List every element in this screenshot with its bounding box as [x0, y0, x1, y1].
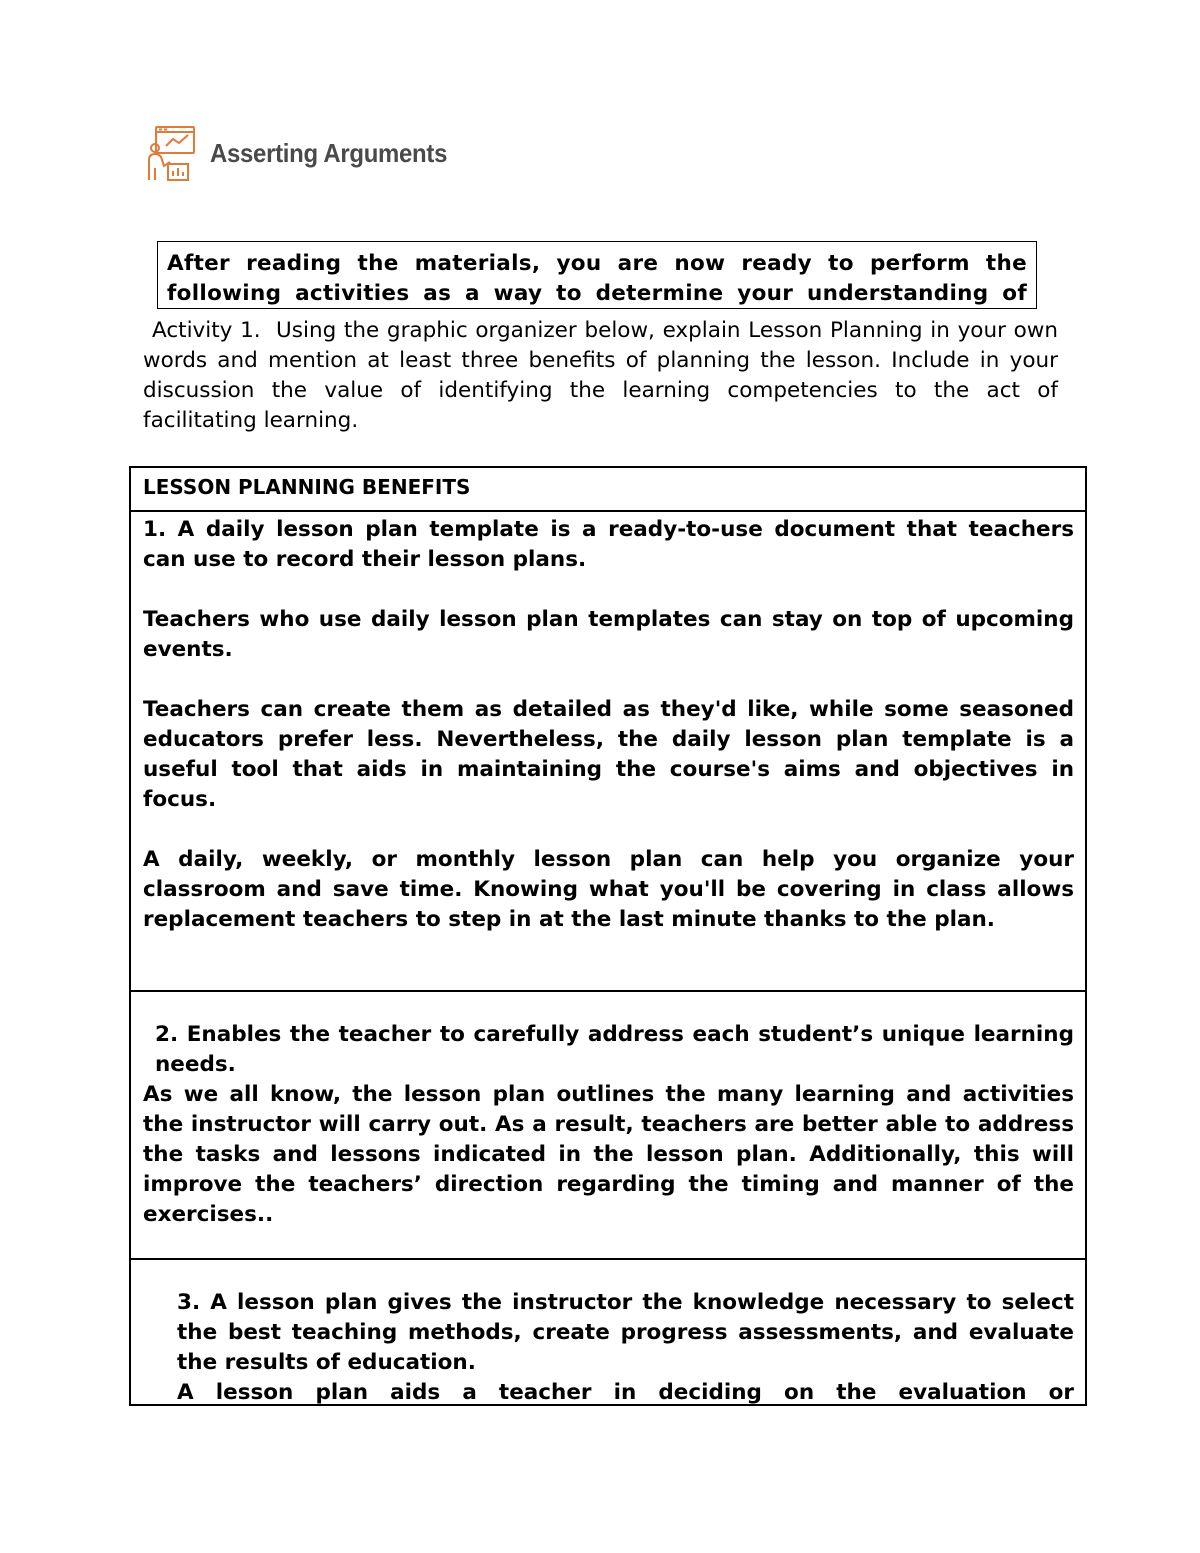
activity-prompt	[143, 316, 1058, 436]
benefit-2-para-1: 2. Enables the teacher to carefully address each student’s unique learning needs.	[155, 1022, 1074, 1077]
presentation-chart-icon	[146, 124, 198, 182]
benefit-3-para-2: A lesson plan aids a teacher in deciding on the evaluation or	[177, 1380, 1074, 1405]
benefit-cell-2	[131, 992, 1085, 1260]
benefit-1-para-2: Teachers who use daily lesson plan templates can stay on top of upcoming events.	[143, 607, 1074, 662]
activity-text: Using the graphic organizer below, explain Lesson Planning in your own words and mention at least three benefits of planning the lesson. Include in your discussion the value of identifying the learning competencies to the act of facilitating learning.	[143, 318, 1058, 433]
benefit-3-para-1: 3. A lesson plan gives the instructor the knowledge necessary to select the best teaching methods, create progress assessments, and evaluate the results of education.	[177, 1290, 1074, 1375]
section-title: Asserting Arguments	[210, 137, 448, 168]
instruction-box	[157, 241, 1037, 309]
benefit-cell-1	[131, 512, 1085, 992]
instruction-line-1: After reading the materials, you are now ready to perform the	[167, 251, 1027, 276]
benefit-cell-3	[131, 1260, 1085, 1406]
benefit-1-para-3: Teachers can create them as detailed as they'd like, while some seasoned educators prefer less. Nevertheless, the daily lesson plan template is a useful tool that aids in maintaining the course's aims and objectives in focus.	[143, 697, 1074, 812]
benefits-table	[129, 466, 1087, 1406]
table-header: LESSON PLANNING BENEFITS	[131, 468, 1085, 512]
activity-label: Activity 1.	[152, 318, 261, 343]
benefit-2-para-2: As we all know, the lesson plan outlines the many learning and activities the instructor will carry out. As a result, teachers are better able to address the tasks and lessons indicated in the lesson plan. Additionally, this will improve the teachers’ direction regarding the timing and manner of the exercises..	[143, 1082, 1074, 1227]
section-header	[146, 124, 468, 182]
benefit-1-para-4: A daily, weekly, or monthly lesson plan can help you organize your classroom and save time. Knowing what you'll be covering in class allows replacement teachers to step in at the last minute thanks to the plan.	[143, 847, 1074, 932]
instruction-line-2: following activities as a way to determine your understanding of	[167, 281, 1027, 306]
benefit-1-para-1: 1. A daily lesson plan template is a ready-to-use document that teachers can use to record their lesson plans.	[143, 517, 1074, 572]
